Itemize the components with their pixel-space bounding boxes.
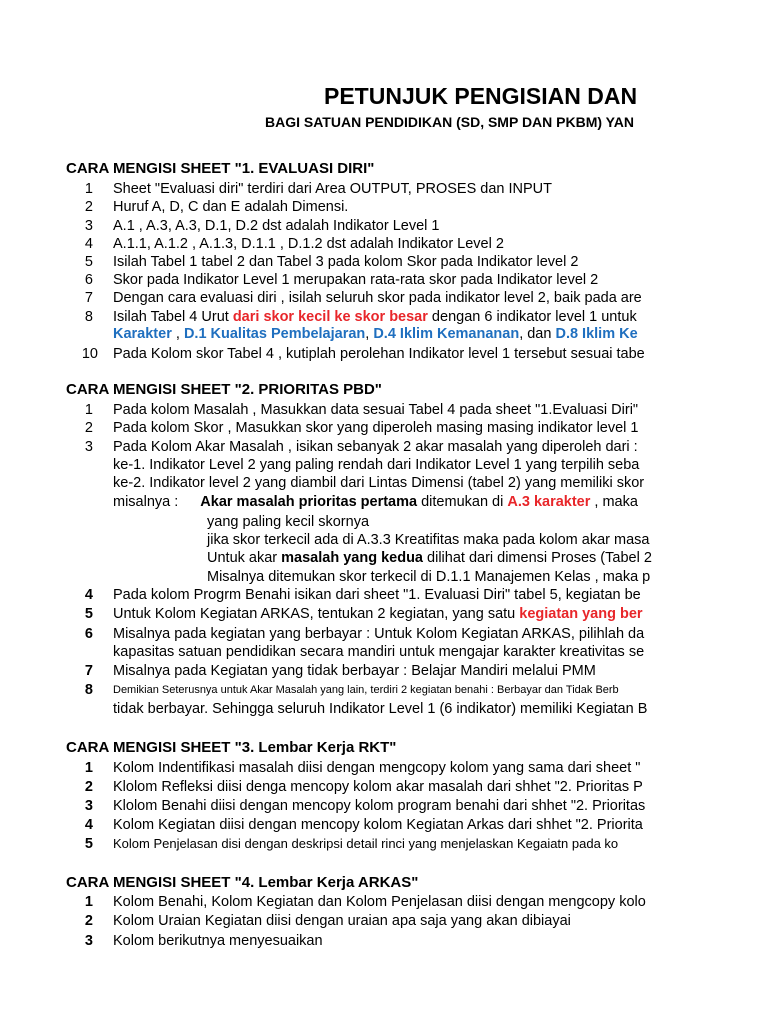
item-number: 3 [84,933,93,949]
item-number: 1 [84,894,93,910]
item-text: Isilah Tabel 1 tabel 2 dan Tabel 3 pada kolom Skor pada Indikator level 2 [113,254,579,270]
item-number: 5 [84,836,93,852]
item-number: 5 [84,606,93,622]
page-subtitle: BAGI SATUAN PENDIDIKAN (SD, SMP DAN PKBM) YAN [265,114,634,130]
item-number: 3 [84,218,93,234]
section-heading-prioritas-pbd: CARA MENGISI SHEET "2. PRIORITAS PBD" [66,381,382,398]
item-text: Misalnya pada kegiatan yang berbayar : Untuk Kolom Kegiatan ARKAS, pilihlah da [113,626,645,642]
item-number: 3 [84,439,93,455]
item-subtext: ke-1. Indikator Level 2 yang paling rendah dari Indikator Level 1 yang terpilih seba [113,457,640,473]
item-number: 5 [84,254,93,270]
section-heading-lembar-kerja-rkt: CARA MENGISI SHEET "3. Lembar Kerja RKT" [66,739,397,756]
item-number: 6 [84,626,93,642]
item-example: misalnya : Akar masalah prioritas pertama ditemukan di A.3 karakter , maka [113,494,638,510]
item-number: 4 [84,236,93,252]
item-indented: Misalnya ditemukan skor terkecil di D.1.1 Manajemen Kelas , maka p [207,569,651,585]
item-text: Klolom Benahi diisi dengan mencopy kolom program benahi dari shhet "2. Prioritas [113,798,646,814]
item-text-line2: tidak berbayar. Sehingga seluruh Indikator Level 1 (6 indikator) memiliki Kegiatan B [113,701,648,717]
item-text: Pada kolom Skor , Masukkan skor yang diperoleh masing masing indikator level 1 [113,420,639,436]
item-text: Klolom Refleksi diisi denga mencopy kolom akar masalah dari shhet "2. Prioritas P [113,779,643,795]
item-text: Kolom Benahi, Kolom Kegiatan dan Kolom Penjelasan diisi dengan mengcopy kolo [113,894,646,910]
item-number: 8 [84,309,93,325]
item-text: Dengan cara evaluasi diri , isilah seluruh skor pada indikator level 2, baik pada are [113,290,642,306]
item-text: Pada Kolom Akar Masalah , isikan sebanyak 2 akar masalah yang diperoleh dari : [113,439,638,455]
item-text: A.1.1, A.1.2 , A.1.3, D.1.1 , D.1.2 dst adalah Indikator Level 2 [113,236,504,252]
item-text-line2: Karakter , D.1 Kualitas Pembelajaran, D.4 Iklim Kemananan, dan D.8 Iklim Ke [113,326,638,342]
item-indented: yang paling kecil skornya [207,514,370,530]
item-text: Pada kolom Masalah , Masukkan data sesuai Tabel 4 pada sheet "1.Evaluasi Diri" [113,402,639,418]
item-text: Skor pada Indikator Level 1 merupakan rata-rata skor pada Indikator level 2 [113,272,599,288]
item-number: 4 [84,587,93,603]
item-text: Sheet "Evaluasi diri" terdiri dari Area OUTPUT, PROSES dan INPUT [113,181,553,197]
item-text: Demikian Seterusnya untuk Akar Masalah yang lain, terdiri 2 kegiatan benahi : Berbayar dan Tidak Berb [113,684,619,696]
item-number: 6 [84,272,93,288]
item-number: 10 [81,346,98,362]
item-text: Pada Kolom skor Tabel 4 , kutiplah perolehan Indikator level 1 tersebut sesuai tabe [113,346,645,362]
item-text: Pada kolom Progrm Benahi isikan dari sheet "1. Evaluasi Diri" tabel 5, kegiatan be [113,587,641,603]
item-subtext: ke-2. Indikator level 2 yang diambil dari Lintas Dimensi (tabel 2) yang memiliki skor [113,475,645,491]
page-title: PETUNJUK PENGISIAN DAN [324,83,638,109]
item-text-line2: kapasitas satuan pendidikan secara mandiri untuk mengajar karakter kreativitas se [113,644,645,660]
item-number: 4 [84,817,93,833]
item-number: 8 [84,682,93,698]
item-number: 7 [84,290,93,306]
item-text: Kolom berikutnya menyesuaikan [113,933,323,949]
item-text: Misalnya pada Kegiatan yang tidak berbayar : Belajar Mandiri melalui PMM [113,663,596,679]
item-number: 2 [84,779,93,795]
item-text: Kolom Kegiatan diisi dengan mencopy kolom Kegiatan Arkas dari shhet "2. Priorita [113,817,643,833]
item-number: 1 [84,760,93,776]
item-number: 7 [84,663,93,679]
item-indented: jika skor terkecil ada di A.3.3 Kreatifitas maka pada kolom akar masa [207,532,650,548]
item-number: 2 [84,913,93,929]
item-number: 1 [84,402,93,418]
item-text: Kolom Penjelasan disi dengan deskripsi detail rinci yang menjelaskan Kegaiatn pada ko [113,836,619,851]
item-number: 2 [84,420,93,436]
item-text: Kolom Uraian Kegiatan diisi dengan uraian apa saja yang akan dibiayai [113,913,571,929]
item-text: Kolom Indentifikasi masalah diisi dengan mengcopy kolom yang sama dari sheet " [113,760,641,776]
item-text: Untuk Kolom Kegiatan ARKAS, tentukan 2 kegiatan, yang satu kegiatan yang ber [113,606,643,622]
section-heading-lembar-kerja-arkas: CARA MENGISI SHEET "4. Lembar Kerja ARKAS" [66,874,419,891]
item-text: A.1 , A.3, A.3, D.1, D.2 dst adalah Indikator Level 1 [113,218,440,234]
item-text: Isilah Tabel 4 Urut dari skor kecil ke skor besar dengan 6 indikator level 1 untuk [113,309,637,325]
item-indented: Untuk akar masalah yang kedua dilihat dari dimensi Proses (Tabel 2 [207,550,652,566]
item-number: 3 [84,798,93,814]
item-number: 1 [84,181,93,197]
item-text: Huruf A, D, C dan E adalah Dimensi. [113,199,349,215]
section-heading-evaluasi-diri: CARA MENGISI SHEET "1. EVALUASI DIRI" [66,160,375,177]
item-number: 2 [84,199,93,215]
